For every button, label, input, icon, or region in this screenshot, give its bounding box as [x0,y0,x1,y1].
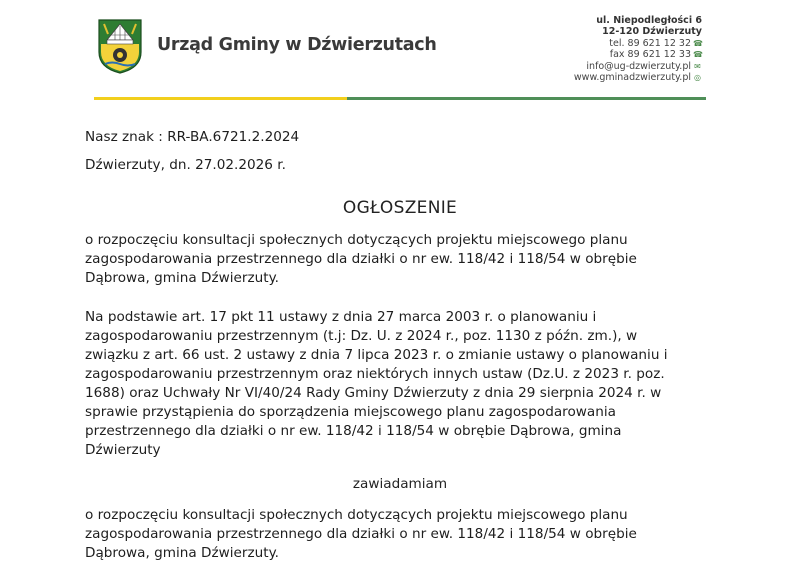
contact-fax: fax 89 621 12 33 [609,49,691,61]
reference-number: Nasz znak : RR-BA.6721.2.2024 [85,129,300,145]
legal-basis-paragraph [85,308,715,460]
subject-line: o rozpoczęciu konsultacji społecznych dotyczących projektu miejscowego planu [85,232,628,248]
contact-street: ul. Niepodległości 6 [596,15,702,26]
closing-line: Dąbrowa, gmina Dźwierzuty. [85,545,279,561]
subject-line: Dąbrowa, gmina Dźwierzuty. [85,270,279,286]
municipal-crest-logo [97,18,143,74]
header-divider [94,97,706,100]
basis-line: zagospodarowaniu przestrzennym oraz niektórych innych ustaw (Dz.U. z 2023 r. poz. [85,366,665,382]
basis-line: Dźwierzuty [85,442,161,458]
organization-name: Urząd Gminy w Dźwierzutach [157,35,437,55]
basis-line: przestrzennego dla działki o nr ew. 118/42 i 118/54 w obrębie Dąbrowa, gmina [85,423,622,439]
closing-line: zagospodarowania przestrzennego dla działki o nr ew. 118/42 i 118/54 w obrębie [85,526,637,542]
contact-email-row [574,61,702,72]
basis-line: Na podstawie art. 17 pkt 11 ustawy z dnia 27 marca 2003 r. o planowaniu i [85,309,597,325]
divider-green-segment [347,97,706,100]
divider-yellow-segment [94,97,347,100]
contact-block [574,15,702,83]
subject-paragraph [85,231,715,288]
contact-www-row [574,72,702,83]
globe-icon: ◎ [694,73,701,83]
closing-paragraph [85,506,715,563]
envelope-icon: ✉ [694,61,701,71]
basis-line: związku z art. 66 ust. 2 ustawy z dnia 7 lipca 2023 r. o zmianie ustawy o planowaniu i [85,347,668,363]
place-and-date: Dźwierzuty, dn. 27.02.2026 r. [85,157,286,173]
fax-icon: ☎ [693,50,703,60]
basis-line: sprawie przystąpienia do sporządzenia miejscowego planu zagospodarowania [85,404,616,420]
contact-tel-row [574,38,702,49]
closing-line: o rozpoczęciu konsultacji społecznych dotyczących projektu miejscowego planu [85,507,628,523]
basis-line: zagospodarowaniu przestrzennym (t.j: Dz. U. z 2024 r., poz. 1130 z późn. zm.), w [85,328,638,344]
contact-website[interactable]: www.gminadzwierzuty.pl [573,72,691,84]
announce-word: zawiadamiam [352,476,448,492]
phone-icon: ☎ [693,38,703,48]
contact-tel: tel. 89 621 12 32 [609,37,691,49]
contact-email[interactable]: info@ug-dzwierzuty.pl [586,60,691,72]
contact-fax-row [574,49,702,60]
document-title: OGŁOSZENIE [342,198,458,218]
basis-line: 1688) oraz Uchwały Nr VI/40/24 Rady Gminy Dźwierzuty z dnia 29 sierpnia 2024 r. w [85,385,662,401]
subject-line: zagospodarowania przestrzennego dla działki o nr ew. 118/42 i 118/54 w obrębie [85,251,637,267]
contact-city: 12-120 Dźwierzuty [602,26,702,38]
